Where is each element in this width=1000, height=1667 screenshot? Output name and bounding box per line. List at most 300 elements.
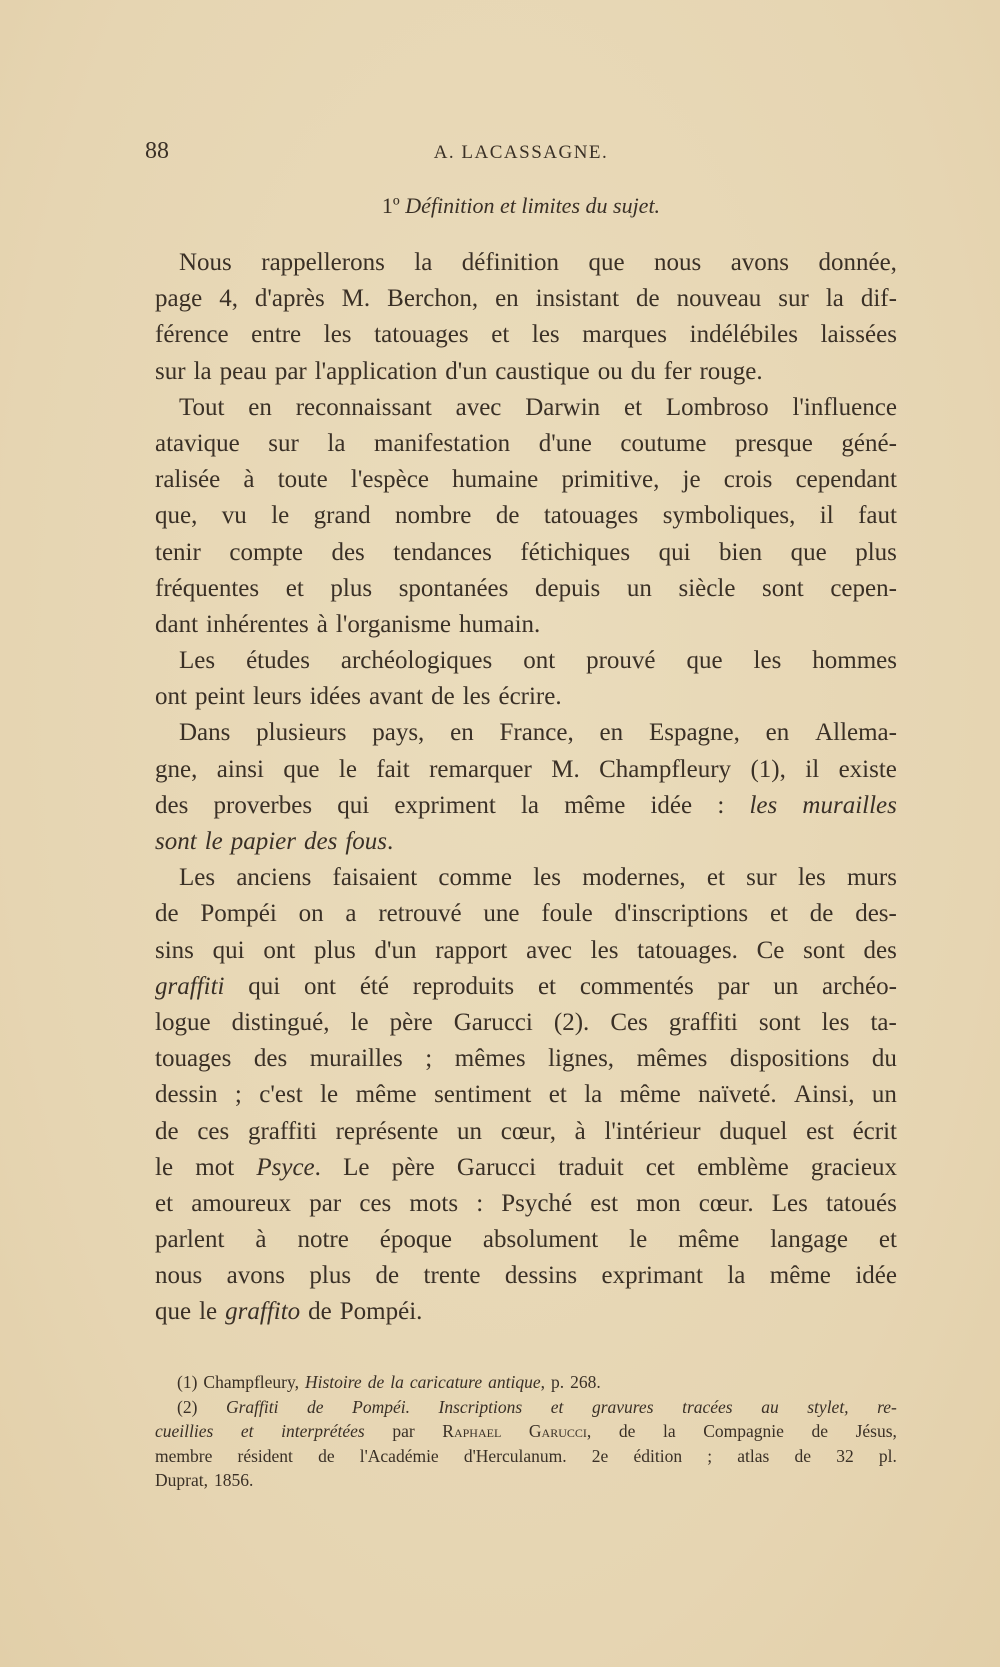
running-head: A. LACASSAGNE. [433, 142, 609, 163]
word: murs [846, 864, 897, 892]
word: plus [330, 574, 373, 602]
word: en [495, 285, 519, 313]
word: exprimant [601, 1262, 703, 1290]
word: sont [758, 1008, 801, 1036]
word: Graffiti [225, 1396, 279, 1417]
word: 268. [570, 1372, 601, 1392]
word: de [431, 683, 455, 711]
word: manifestation [374, 429, 511, 457]
word: graffiti [155, 972, 225, 1000]
word: traduit [558, 1153, 624, 1181]
word: même [769, 1262, 831, 1290]
word: inhérentes [206, 610, 309, 638]
word: lignes, [548, 1045, 615, 1073]
word: plus [855, 538, 897, 566]
word: donnée, [818, 249, 897, 276]
word: depuis [535, 574, 601, 602]
word: sur [268, 429, 299, 457]
word: cet [645, 1153, 675, 1181]
word: 2e [591, 1445, 609, 1466]
word: absolument [482, 1226, 599, 1254]
word: cœur, [500, 1117, 556, 1145]
word: au [761, 1396, 779, 1417]
word: . [314, 1153, 321, 1181]
word: M. [341, 285, 371, 313]
word: des [331, 538, 365, 566]
word: fer [663, 357, 692, 385]
word: primitive, [561, 466, 660, 494]
word: laissées [820, 321, 897, 349]
word: et [550, 1396, 564, 1417]
word: la [662, 1421, 676, 1441]
word: fait [376, 755, 410, 783]
word: plus [314, 936, 356, 964]
word: de [809, 900, 834, 928]
body-line [155, 860, 897, 896]
word: logue [155, 1008, 211, 1036]
word: même [619, 1081, 681, 1109]
word: faut [858, 502, 897, 530]
word: reproduits [412, 972, 515, 1000]
word: crois [723, 466, 773, 494]
word: cepen- [830, 574, 897, 602]
word: été [359, 972, 389, 1000]
word: pays, [372, 719, 425, 747]
word: existe [838, 755, 897, 783]
word: ainsi [216, 755, 264, 783]
word: dessins [504, 1262, 578, 1290]
word: Compagnie [703, 1421, 784, 1441]
word: : [717, 791, 725, 819]
body-line [155, 354, 897, 390]
word: Allema- [815, 719, 897, 747]
word: d'un [374, 936, 417, 964]
word: murailles [802, 791, 897, 819]
word: sont [762, 574, 804, 602]
word: Ces [610, 1008, 648, 1036]
body-line [155, 426, 897, 462]
word: par [309, 1189, 342, 1217]
body-line [155, 390, 897, 426]
word: sentiment [434, 1081, 532, 1109]
word: sur [778, 285, 809, 313]
word: re- [877, 1396, 897, 1417]
word: père [391, 1153, 435, 1181]
word: la [584, 1081, 603, 1109]
word: en [599, 719, 624, 747]
word: proverbes [213, 791, 313, 819]
body-line [155, 1150, 897, 1186]
word: les [753, 647, 782, 675]
body-line [155, 788, 897, 824]
word: plus [309, 1262, 352, 1290]
word: la [825, 285, 844, 313]
word: qui [212, 936, 245, 964]
word: férence [155, 321, 229, 349]
word: les [533, 864, 562, 892]
word: peau [219, 357, 267, 385]
word: ; [425, 1045, 433, 1073]
word: Ce [756, 936, 785, 964]
word: à [574, 1117, 586, 1145]
word: sont [803, 936, 845, 964]
word: de [811, 1421, 829, 1441]
word: ont [523, 647, 556, 675]
word: des [304, 828, 338, 855]
word: Tout [179, 393, 225, 421]
word: . [387, 828, 394, 855]
body-line [155, 571, 897, 607]
word: symboliques, [662, 502, 796, 530]
word: et [155, 1189, 174, 1217]
word: à [255, 1226, 267, 1254]
word: trente [423, 1262, 481, 1290]
word: c'est [259, 1081, 303, 1109]
word: la [727, 1262, 746, 1290]
word: de [794, 1445, 812, 1466]
word: murailles [309, 1045, 403, 1073]
word: amoureux [191, 1189, 292, 1217]
word: géné- [841, 429, 897, 457]
body-line [155, 281, 897, 317]
word: des- [855, 900, 897, 928]
word: ces [197, 1117, 230, 1145]
word: marques [582, 321, 667, 349]
body-line [155, 535, 897, 571]
word: sins [155, 936, 194, 964]
word: de [155, 900, 179, 928]
word: tatouages. [637, 936, 738, 964]
word: de [155, 1117, 179, 1145]
word: d'une [538, 429, 592, 457]
word: époque [379, 1226, 452, 1254]
word: il [819, 502, 834, 530]
footnotes [155, 1370, 897, 1493]
word: (2). [553, 1008, 590, 1036]
word: définition [461, 249, 559, 276]
word: , [586, 1421, 592, 1441]
word: insistant [535, 285, 620, 313]
word: le [204, 828, 223, 855]
word: Psyce. [256, 1153, 321, 1181]
word: un [871, 1081, 897, 1109]
word: des [863, 936, 897, 964]
word: avec [455, 393, 502, 421]
word: qui [337, 791, 370, 819]
word: d'après [254, 285, 325, 313]
word: l'influence [792, 393, 897, 421]
word: dant [155, 610, 199, 638]
body-line [155, 1222, 897, 1258]
word: (1), [750, 755, 786, 783]
word: en [248, 393, 272, 421]
word: retrouvé [378, 900, 462, 928]
word: des [253, 1045, 288, 1073]
word: Pompéi. [352, 1396, 410, 1417]
word: la [390, 1372, 404, 1392]
word: de [375, 1262, 400, 1290]
word: est [806, 1117, 834, 1145]
word: Inscriptions [438, 1396, 523, 1417]
word: idée [650, 791, 693, 819]
body-line [155, 1258, 897, 1294]
word: des [155, 791, 189, 819]
word: le [350, 1008, 369, 1036]
word: et [624, 393, 643, 421]
word: Garucci, [528, 1421, 592, 1441]
word: faisaient [332, 864, 418, 892]
body-line [155, 498, 897, 534]
word: Champfleury [599, 755, 732, 783]
word: emblème [697, 1153, 789, 1181]
word: Les [771, 1189, 808, 1217]
word: tatouages [374, 321, 469, 349]
word: sont [155, 828, 197, 855]
word: tatoués [826, 1189, 897, 1217]
word: ont [155, 683, 187, 711]
word: d'un [445, 357, 488, 385]
body-line [155, 824, 897, 860]
word: leurs [252, 683, 302, 711]
word: parlent [155, 1226, 225, 1254]
word: Le [343, 1153, 370, 1181]
word: stylet, [807, 1396, 849, 1417]
word: l'organisme [335, 610, 452, 638]
word: touages [155, 1045, 232, 1073]
word: entre [251, 321, 302, 349]
word: bien [719, 538, 763, 566]
word: rapport [435, 936, 508, 964]
word: par [274, 357, 307, 385]
word: tendances [393, 538, 492, 566]
word: d'Herculanum. [463, 1445, 567, 1466]
word: nous [155, 1262, 203, 1290]
word: papier [230, 828, 297, 855]
footnote-line [155, 1370, 897, 1395]
word: l'intérieur [604, 1117, 701, 1145]
word: à [316, 610, 328, 638]
word: anciens [236, 864, 312, 892]
body-line [155, 752, 897, 788]
word: les [323, 321, 352, 349]
word: la [520, 791, 540, 819]
body-line [155, 1041, 897, 1077]
word: ; [234, 1081, 242, 1109]
word: et [706, 864, 725, 892]
word: hommes [812, 647, 897, 675]
word: du [871, 1045, 897, 1073]
body-line [155, 896, 897, 932]
page-header [145, 138, 897, 168]
word: même [564, 791, 626, 819]
word: tracées [682, 1396, 733, 1417]
word: langage [770, 1226, 848, 1254]
word: que [686, 647, 723, 675]
word: gracieux [810, 1153, 897, 1181]
word: représente [335, 1117, 439, 1145]
word: indélébiles [689, 321, 798, 349]
word: Raphael [442, 1421, 502, 1441]
word: avons [226, 1262, 285, 1290]
word: graffiti [247, 1117, 317, 1145]
word: les [821, 1008, 850, 1036]
word: tenir [155, 538, 201, 566]
word: toute [277, 466, 328, 494]
word: ont [304, 972, 336, 1000]
word: sur [746, 864, 777, 892]
word: de [308, 1298, 332, 1326]
word: et [878, 1226, 897, 1254]
word: pl. [878, 1445, 897, 1466]
section-title [145, 193, 897, 219]
word: fétichiques [520, 538, 631, 566]
word: mêmes [636, 1045, 708, 1073]
word: comme [438, 864, 513, 892]
section-title-text: Définition et limites du sujet. [405, 193, 661, 218]
word: 32 [836, 1445, 854, 1466]
word: Psyché [501, 1189, 573, 1217]
word: Histoire [304, 1372, 362, 1392]
section-number: 1º [381, 193, 400, 218]
word: dispositions [729, 1045, 850, 1073]
word: et [240, 1421, 254, 1441]
word: Ainsi, [794, 1081, 855, 1109]
body-line [155, 1005, 897, 1041]
word: en [765, 719, 790, 747]
word: duquel [719, 1117, 788, 1145]
word: vu [221, 502, 247, 530]
word: dif- [860, 285, 897, 313]
word: que [155, 1298, 192, 1326]
word: il [805, 755, 820, 783]
body-line [155, 462, 897, 498]
word: commentés [579, 972, 694, 1000]
body-line [155, 1186, 897, 1222]
word: remarquer [429, 755, 532, 783]
word: atavique [155, 429, 240, 457]
word: le [320, 1081, 339, 1109]
body-line [155, 245, 897, 281]
word: ta- [870, 1008, 897, 1036]
word: par [392, 1421, 415, 1441]
word: que [283, 755, 320, 783]
word: la [193, 357, 212, 385]
word: reconnaissant [295, 393, 432, 421]
word: un [626, 574, 652, 602]
word: et [285, 574, 304, 602]
word: coutume [620, 429, 707, 457]
word: l'espèce [350, 466, 429, 494]
word: rappellerons [261, 249, 385, 276]
word: ont [263, 936, 296, 964]
word: a [345, 900, 357, 928]
word: humaine [452, 466, 539, 494]
word: idées [309, 683, 361, 711]
word: je [682, 466, 701, 494]
word: Duprat, [155, 1470, 208, 1490]
word: ou [597, 357, 623, 385]
word: nous [654, 249, 702, 276]
word: siècle [678, 574, 736, 602]
word: Les [179, 647, 216, 675]
word: Jésus, [855, 1421, 897, 1441]
word: écrire. [498, 683, 562, 711]
word: et [537, 972, 556, 1000]
word: graffiti [668, 1008, 738, 1036]
word: cœur. [698, 1189, 754, 1217]
word: graffito [225, 1298, 301, 1326]
word: le [271, 502, 290, 530]
word: même [355, 1081, 417, 1109]
body-line [155, 715, 897, 751]
word: un [773, 972, 799, 1000]
word: spontanées [398, 574, 509, 602]
word: est [590, 1189, 619, 1217]
word: en [450, 719, 474, 747]
word: résident [237, 1445, 293, 1466]
body-line [155, 969, 897, 1005]
word: Pompéi. [339, 1298, 423, 1326]
body-line [155, 679, 897, 715]
word: à [243, 466, 255, 494]
word: Lombroso [665, 393, 769, 421]
word: ralisée [155, 466, 221, 494]
word: que [790, 538, 827, 566]
word: Garucci [456, 1153, 537, 1181]
word: de [307, 1396, 324, 1417]
word: grand [313, 502, 371, 530]
body-line [155, 1077, 897, 1113]
word: écrit [852, 1117, 897, 1145]
word: Nous [179, 249, 232, 276]
word: foule [541, 900, 593, 928]
word: on [298, 900, 324, 928]
body-text [155, 245, 897, 1331]
word: humain. [459, 610, 541, 638]
word: nombre [395, 502, 472, 530]
word: Garucci [453, 1008, 533, 1036]
word: , [540, 1372, 545, 1392]
word: membre [155, 1445, 213, 1466]
word: l'application [314, 357, 438, 385]
word: le [199, 1298, 218, 1326]
word: presque [735, 429, 813, 457]
word: nouveau [676, 285, 762, 313]
word: (2) [177, 1396, 198, 1417]
word: archéo- [822, 972, 897, 1000]
word: la [327, 429, 346, 457]
word: même [678, 1226, 740, 1254]
word: ces [359, 1189, 392, 1217]
word: : [476, 1189, 484, 1217]
word: que [588, 249, 625, 276]
word: France, [499, 719, 574, 747]
word: le [629, 1226, 648, 1254]
word: les [797, 864, 826, 892]
word: avec [526, 936, 572, 964]
word: M. [551, 755, 580, 783]
word: de [318, 1445, 335, 1466]
word: tatouages [543, 502, 639, 530]
word: expriment [394, 791, 496, 819]
word: et [769, 900, 788, 928]
word: ; [707, 1445, 713, 1466]
word: le [338, 755, 357, 783]
word: 1856. [213, 1470, 254, 1490]
word: une [483, 900, 520, 928]
word: idée [855, 1262, 897, 1290]
word: Champfleury, [203, 1372, 299, 1392]
